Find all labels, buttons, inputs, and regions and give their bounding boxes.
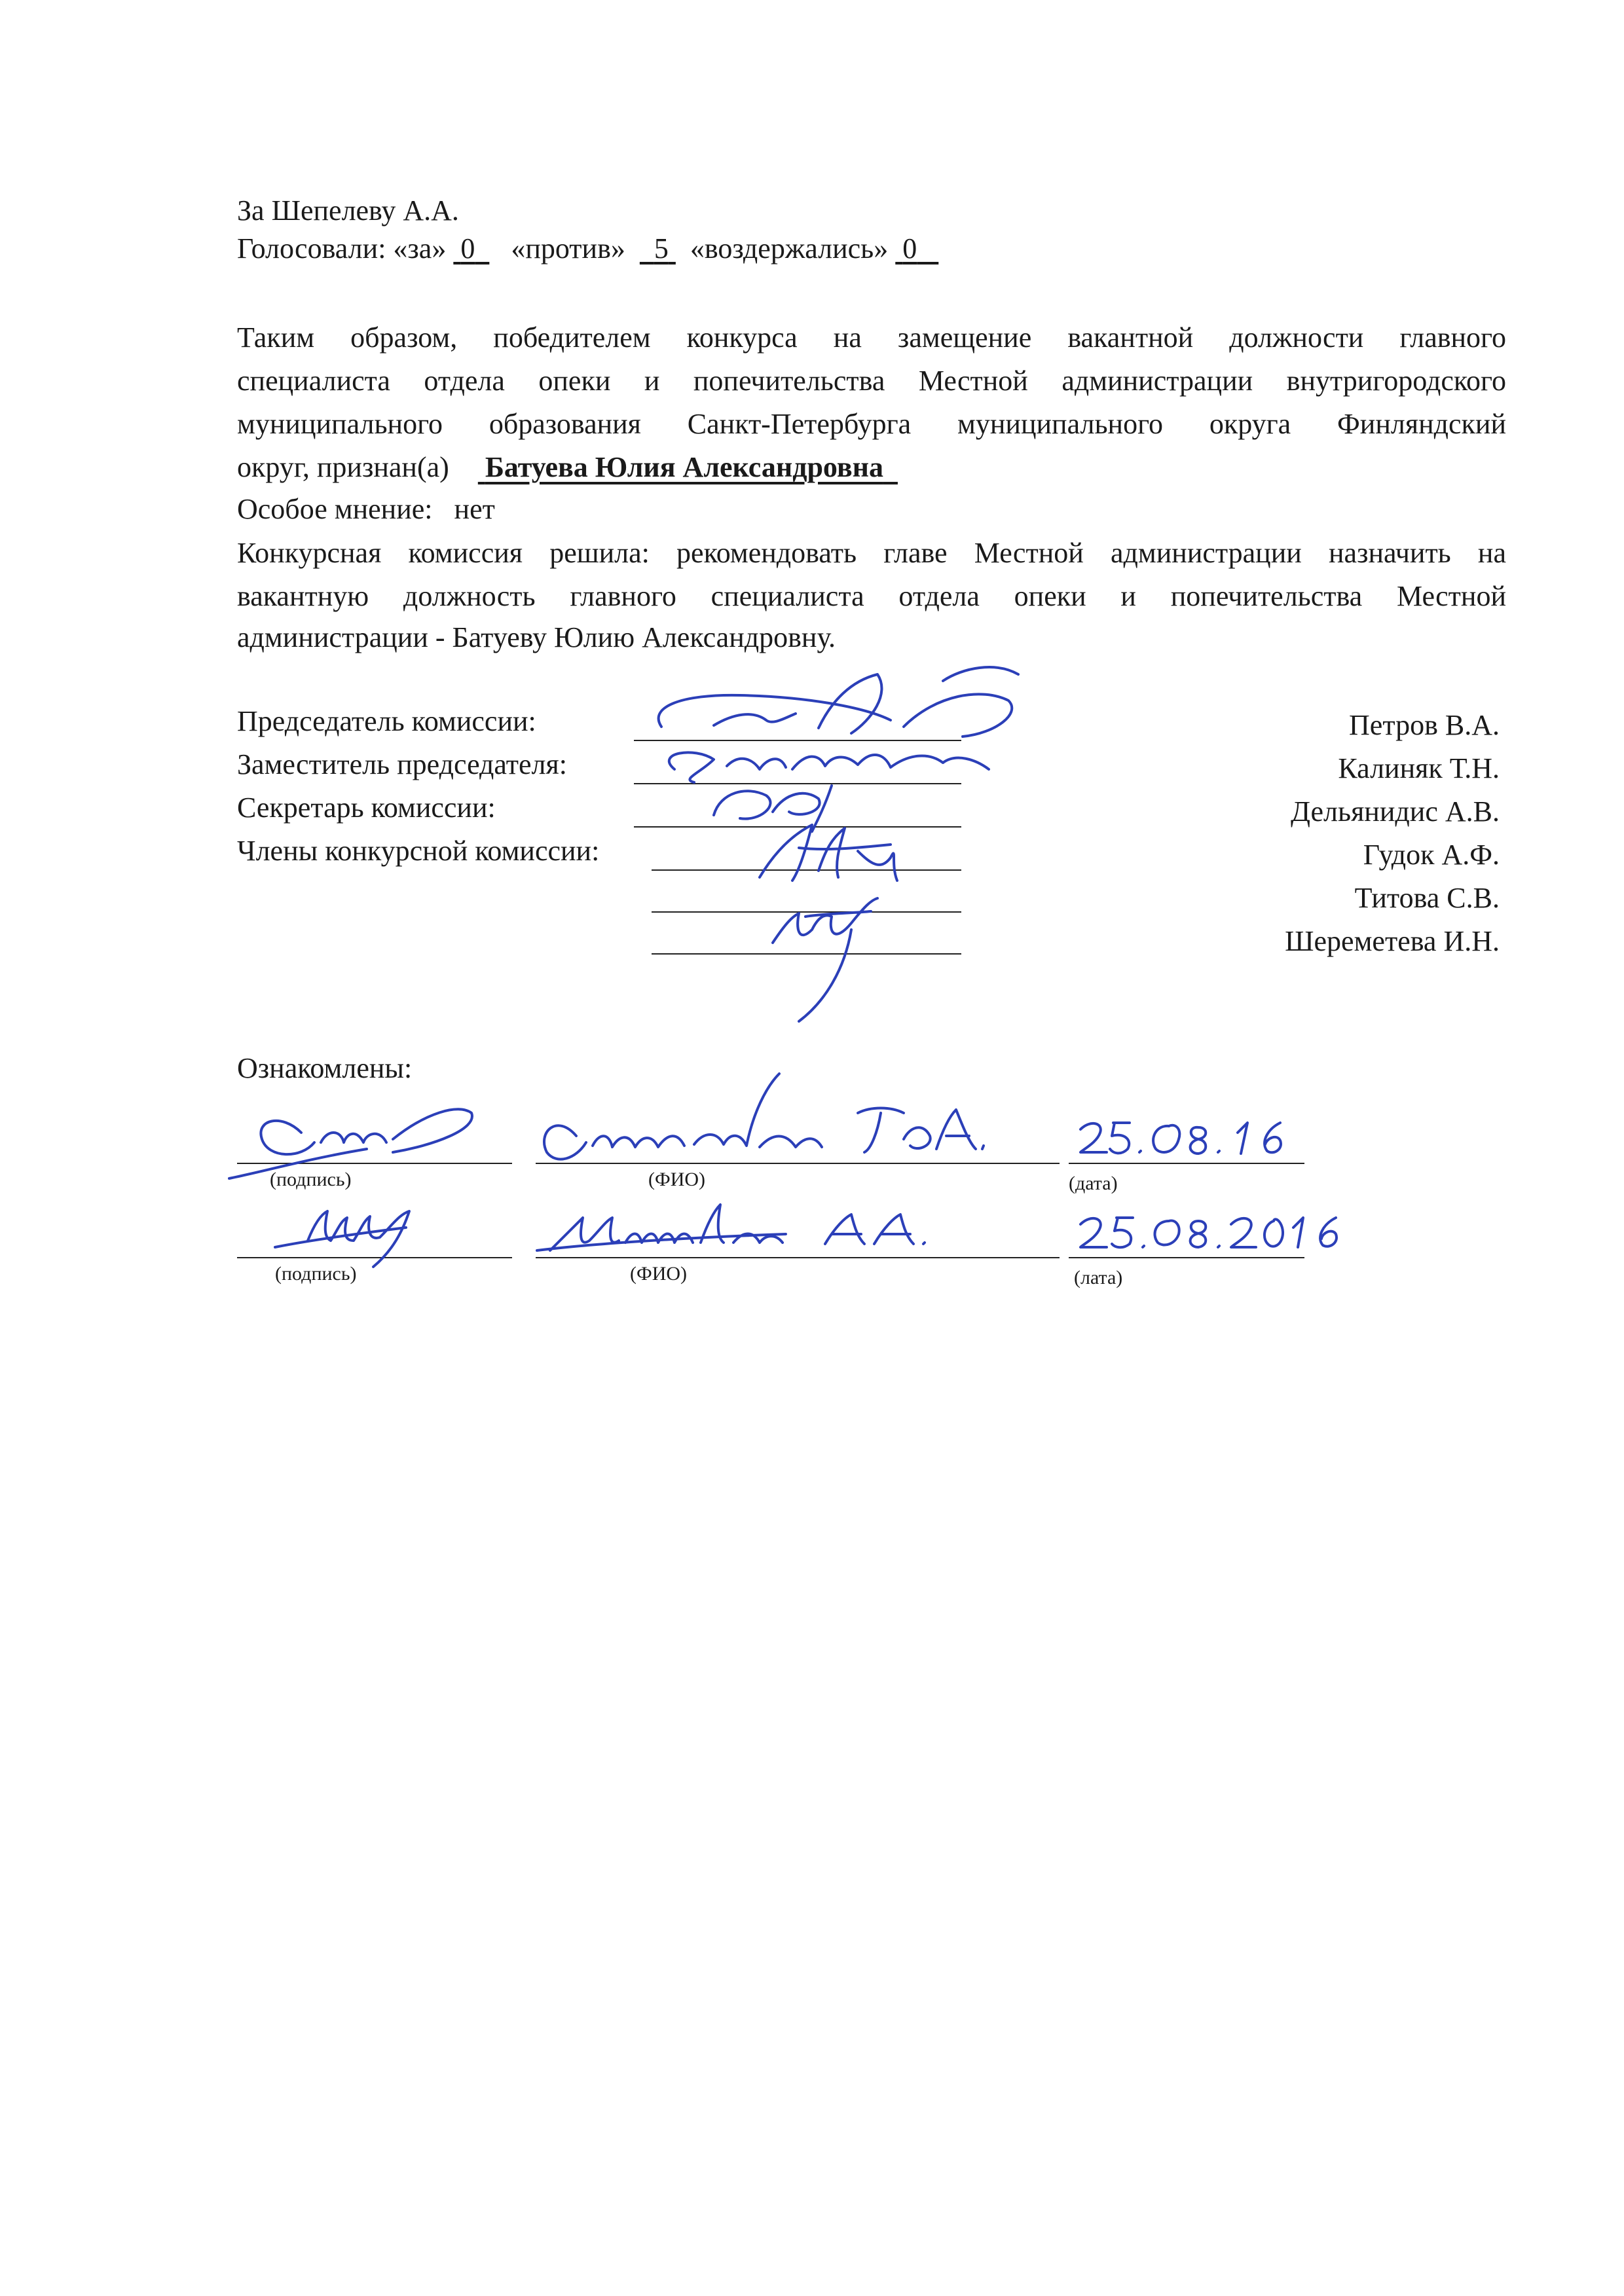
vote-za-count: 0 bbox=[460, 232, 475, 264]
decision-line-1: Конкурсная комиссия решила: рекомендовать главе Местной администрации назначить на bbox=[237, 537, 1506, 569]
ack-1-handwritten-date bbox=[1080, 1123, 1281, 1154]
role-secretary: Секретарь комиссии: bbox=[237, 792, 496, 824]
signature-line-member-2 bbox=[652, 911, 961, 913]
member-titova-signature bbox=[773, 898, 877, 1021]
ack-1-caption-name: (ФИО) bbox=[648, 1169, 706, 1190]
deputy-signature bbox=[669, 752, 989, 782]
ack-2-signature bbox=[275, 1211, 409, 1267]
signature-line-member-1 bbox=[652, 869, 961, 871]
name-delyanidis: Дельянидис А.В. bbox=[1290, 795, 1500, 828]
role-members: Члены конкурсной комиссии: bbox=[237, 835, 600, 867]
name-kalinyak: Калиняк Т.Н. bbox=[1338, 752, 1500, 784]
signature-line-chairman bbox=[634, 740, 961, 741]
signature-line-member-3 bbox=[652, 953, 961, 955]
ack-1-date-line bbox=[1069, 1163, 1304, 1164]
winner-name: Батуева Юлия Александровна bbox=[485, 451, 883, 483]
vote-vozd-label: «воздержались» bbox=[690, 232, 889, 264]
vote-protiv-count: 5 bbox=[654, 232, 669, 264]
role-deputy-chairman: Заместитель председателя: bbox=[237, 748, 567, 780]
ack-1-name-line bbox=[536, 1163, 1060, 1164]
conclusion-line-3: муниципального образования Санкт-Петербурга муниципального округа Финляндский bbox=[237, 408, 1506, 440]
decision-line-3: администрации - Батуеву Юлию Александровну. bbox=[237, 621, 836, 653]
decision-line-2: вакантную должность главного специалиста отдела опеки и попечительства Местной bbox=[237, 580, 1506, 612]
ack-2-name-line bbox=[536, 1257, 1060, 1258]
vote-protiv-label: «против» bbox=[511, 232, 625, 264]
ack-1-signature-line bbox=[237, 1163, 512, 1164]
ack-1-handwritten-name bbox=[544, 1074, 984, 1159]
signature-line-deputy bbox=[634, 783, 961, 784]
name-sheremeteva: Шереметева И.Н. bbox=[1285, 925, 1500, 957]
secretary-signature bbox=[714, 786, 832, 831]
ack-2-handwritten-name bbox=[537, 1205, 925, 1250]
special-opinion-value: нет bbox=[454, 493, 495, 525]
ack-2-caption-signature: (подпись) bbox=[275, 1263, 357, 1285]
conclusion-line-1: Таким образом, победителем конкурса на замещение вакантной должности главного bbox=[237, 321, 1506, 354]
ack-2-date-line bbox=[1069, 1257, 1304, 1258]
conclusion-line-2: специалиста отдела опеки и попечительства Местной администрации внутригородского bbox=[237, 365, 1506, 397]
ack-2-signature-line bbox=[237, 1257, 512, 1258]
vote-prefix: Голосовали: «за» bbox=[237, 232, 454, 264]
vote-vozd-count: 0 bbox=[902, 232, 917, 264]
vote-candidate-line: За Шепелеву А.А. bbox=[237, 194, 459, 227]
ack-2-caption-date: (лата) bbox=[1074, 1267, 1123, 1288]
acquainted-label: Ознакомлены: bbox=[237, 1052, 413, 1084]
ack-2-caption-name: (ФИО) bbox=[630, 1263, 688, 1285]
role-chairman: Председатель комиссии: bbox=[237, 705, 536, 737]
ack-1-caption-signature: (подпись) bbox=[270, 1169, 352, 1190]
ack-2-handwritten-date bbox=[1080, 1218, 1337, 1247]
special-opinion-line bbox=[237, 490, 495, 529]
conclusion-winner-prefix: округ, признан(а) bbox=[237, 451, 449, 483]
name-gudok: Гудок А.Ф. bbox=[1363, 839, 1500, 871]
name-titova: Титова С.В. bbox=[1354, 882, 1500, 914]
member-gudok-signature bbox=[760, 825, 897, 881]
special-opinion-label: Особое мнение: bbox=[237, 493, 433, 525]
ack-1-caption-date: (дата) bbox=[1069, 1173, 1118, 1194]
chairman-signature bbox=[659, 667, 1018, 737]
name-petrov: Петров В.А. bbox=[1349, 709, 1500, 741]
signature-line-secretary bbox=[634, 826, 961, 828]
vote-result-line bbox=[237, 229, 938, 268]
conclusion-line-4 bbox=[237, 448, 898, 487]
